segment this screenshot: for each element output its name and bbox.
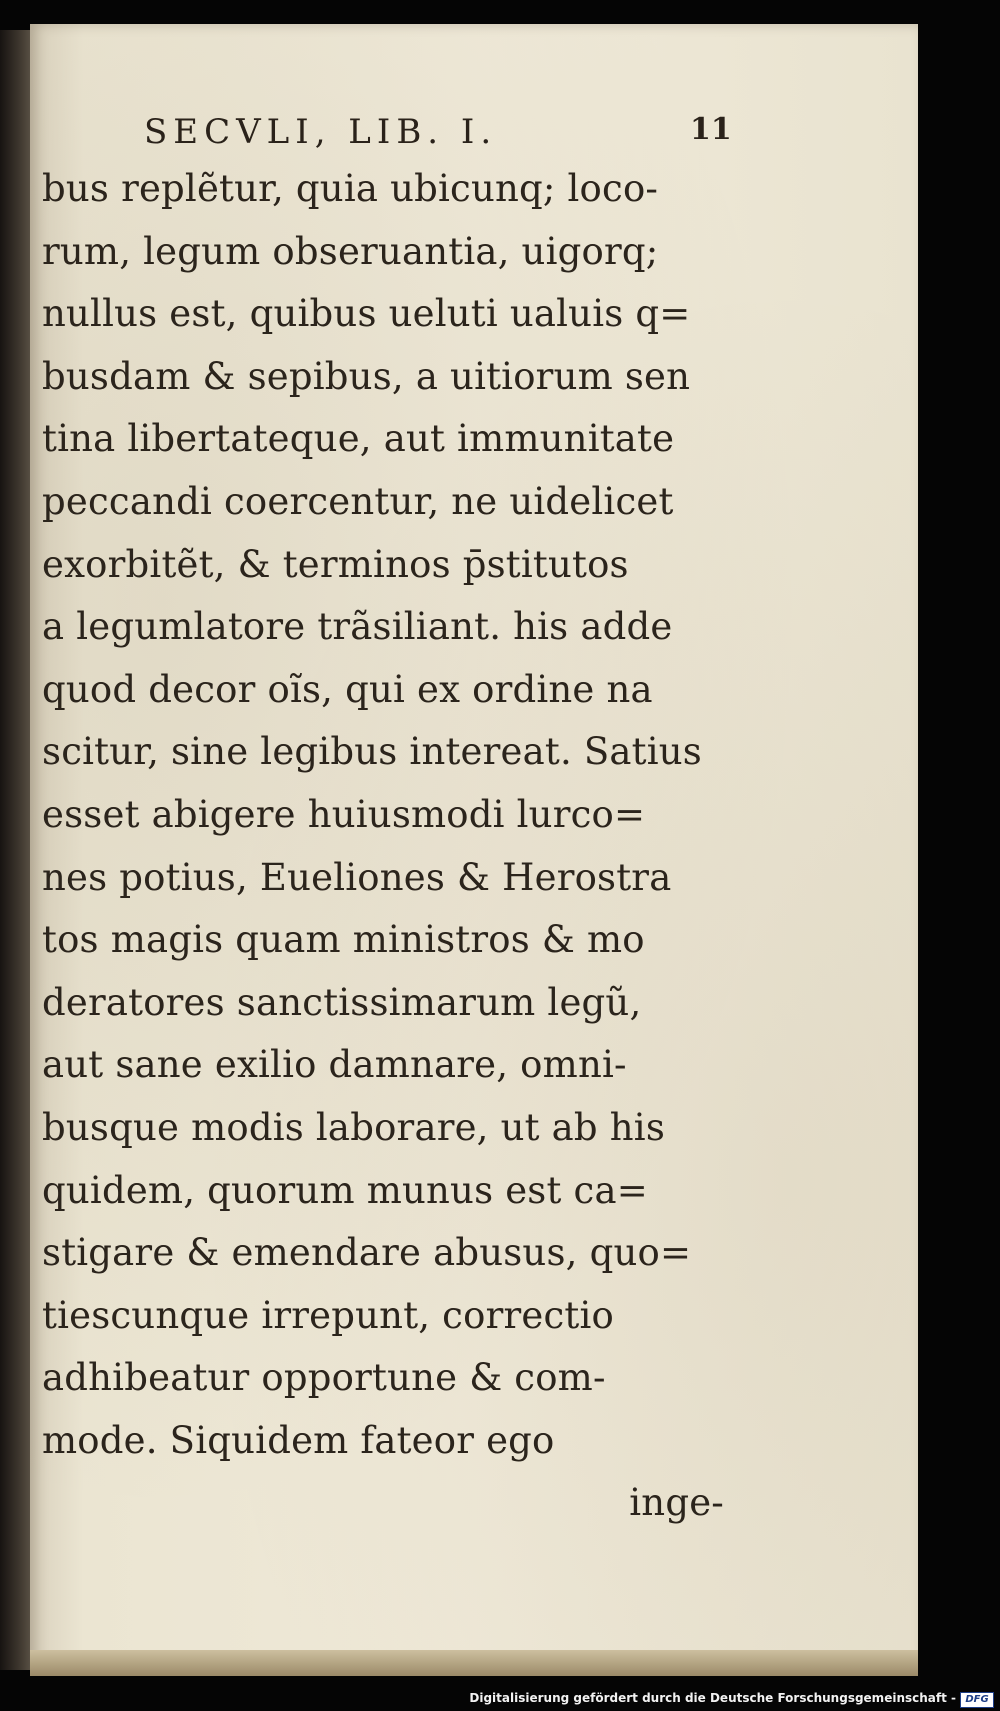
text-line: esset abigere huiusmodi lurco= (42, 792, 646, 836)
text-line: exorbitẽt, & terminos p̄stitutos (42, 542, 629, 586)
dfg-logo: DFG (960, 1692, 994, 1708)
text-body (42, 158, 732, 1535)
text-line: quidem, quorum munus est ca= (42, 1168, 648, 1212)
folio-number: 11 (690, 112, 732, 147)
page-bottom-edge (30, 1650, 918, 1676)
text-line: quod decor oĩs, qui ex ordine na (42, 667, 653, 711)
text-line: nullus est, quibus ueluti ualuis q= (42, 292, 691, 336)
text-line: adhibeatur opportune & com- (42, 1356, 606, 1400)
catchword: inge- (629, 1481, 724, 1525)
funding-credit: Digitalisierung gefördert durch die Deutsche Forschungsgemeinschaft - (469, 1691, 956, 1705)
text-line: bus replẽtur, quia ubicunq; loco- (42, 167, 659, 210)
text-line: tos magis quam ministros & mo (42, 918, 645, 962)
text-line: tina libertateque, aut immunitate (42, 417, 675, 461)
text-line: aut sane exilio damnare, omni- (42, 1043, 627, 1087)
text-line: tiescunque irrepunt, correctio (42, 1293, 614, 1337)
text-line: deratores sanctissimarum legũ, (42, 980, 642, 1024)
page-header (110, 112, 730, 162)
text-line: a legumlatore trãsiliant. his adde (42, 605, 673, 649)
text-line: rum, legum obseruantia, uigorq; (42, 229, 659, 273)
text-line: mode. Siquidem fateor ego (42, 1418, 555, 1462)
text-line: nes potius, Eueliones & Herostra (42, 855, 672, 899)
digitization-footer (0, 1690, 1000, 1711)
text-line: peccandi coercentur, ne uidelicet (42, 479, 674, 523)
text-line: scitur, sine legibus intereat. Satius (42, 730, 702, 774)
text-line: stigare & emendare abusus, quo= (42, 1231, 692, 1275)
text-line: busque modis laborare, ut ab his (42, 1105, 666, 1149)
running-head: SECVLI, LIB. I. (144, 112, 498, 152)
text-line: busdam & sepibus, a uitiorum sen (42, 354, 691, 398)
